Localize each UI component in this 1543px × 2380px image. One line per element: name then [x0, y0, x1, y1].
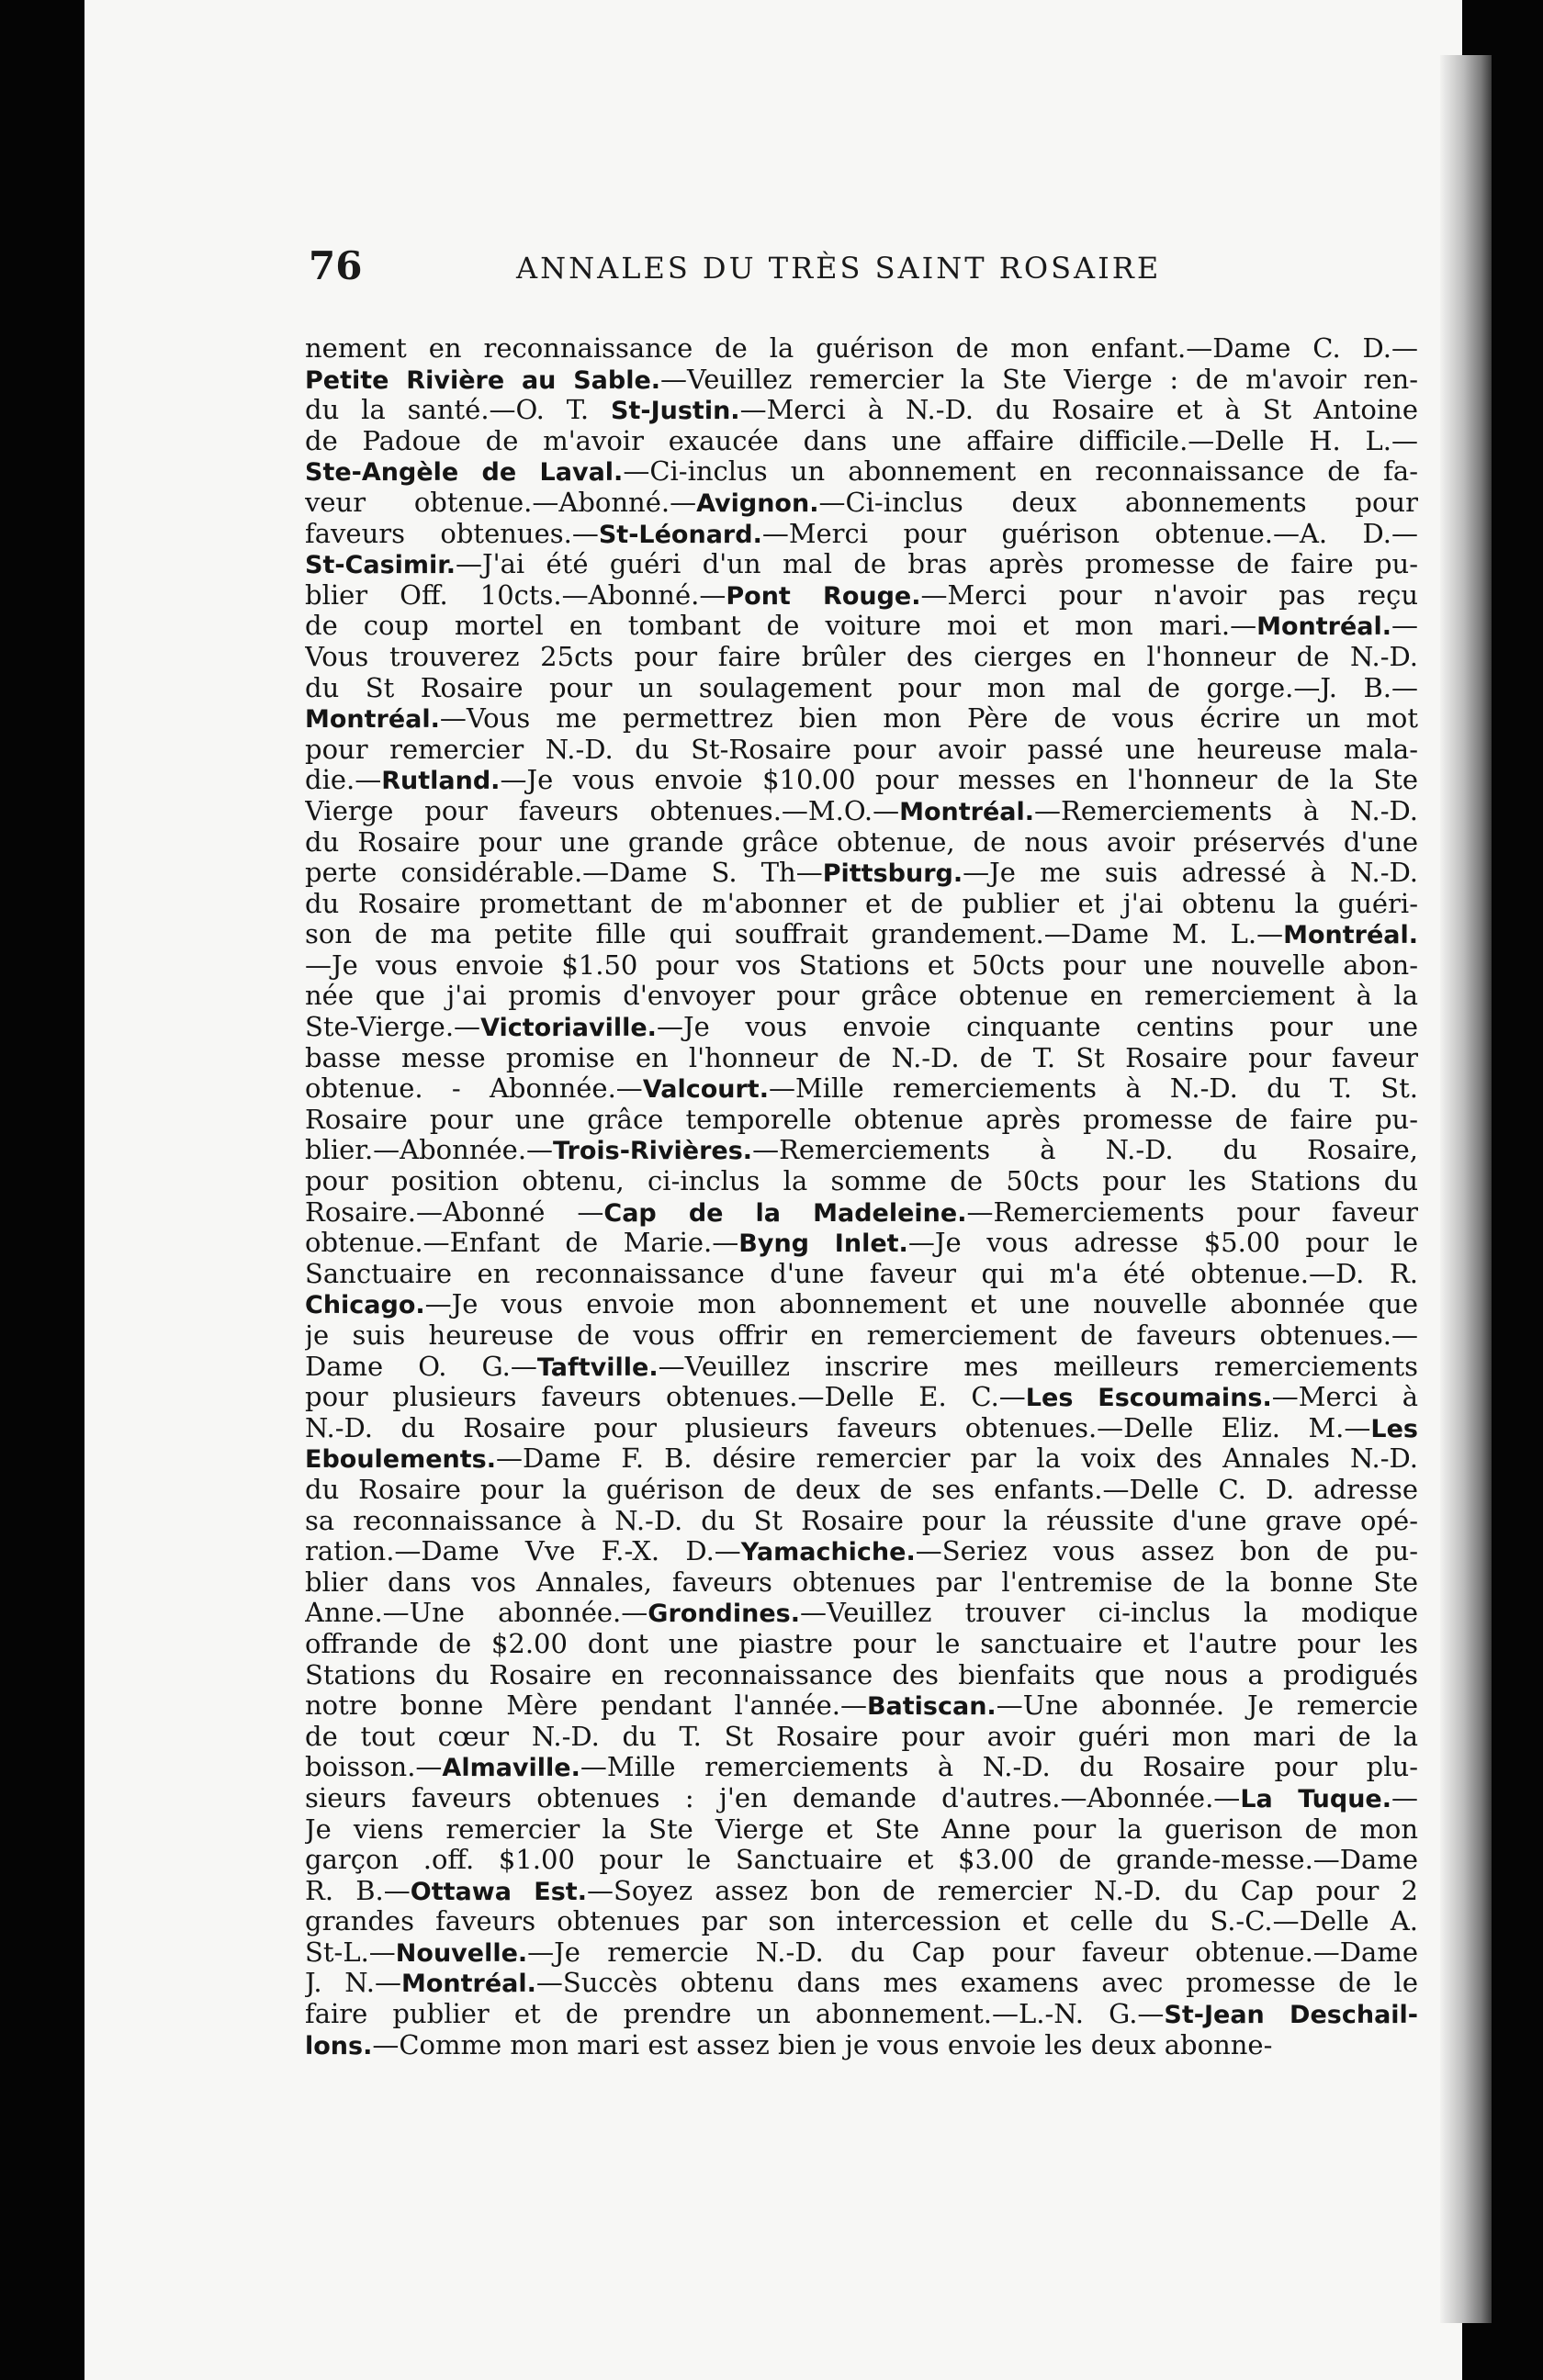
- place-name: Les Escoumains.: [1025, 1384, 1272, 1413]
- place-name: lons.: [305, 2031, 373, 2060]
- text-line: [305, 1536, 1418, 1567]
- text-run: —Succès obtenu dans mes examens avec promesse de le: [535, 1968, 1418, 1999]
- text-line: [305, 703, 1418, 735]
- text-line: [305, 1352, 1418, 1383]
- text-line: [305, 827, 1418, 859]
- text-line: [305, 735, 1418, 766]
- body-text: [305, 333, 1418, 2060]
- text-run: sieurs faveurs obtenues : j'en demande d'autres.—Abonnée.—: [305, 1782, 1241, 1813]
- text-run: —Merci pour guérison obtenue.—A. D.—: [761, 518, 1418, 549]
- place-name: Valcourt.: [642, 1075, 769, 1105]
- place-name: Cap de la Madeleine.: [603, 1198, 967, 1228]
- text-line: [305, 765, 1418, 796]
- text-run: —Je vous envoie mon abonnement et une nouvelle abonnée que: [424, 1289, 1418, 1320]
- text-line: [305, 1382, 1418, 1413]
- text-run: pour remercier N.-D. du St-Rosaire pour avoir passé une heureuse mala-: [305, 734, 1418, 765]
- text-line: [305, 1814, 1418, 1846]
- text-run: —Remerciements pour faveur: [966, 1196, 1418, 1228]
- text-run: faire publier et de prendre un abonnement.—L.-N. G.—: [305, 1999, 1165, 2030]
- place-name: St-Léonard.: [598, 520, 762, 549]
- place-name: Pont Rouge.: [726, 581, 921, 611]
- place-name: Eboulements.: [305, 1445, 497, 1475]
- text-run: pour position obtenu, ci-inclus la somme de 50cts pour les Stations du: [305, 1166, 1418, 1197]
- text-line: [305, 1197, 1418, 1229]
- text-line: [305, 1876, 1418, 1907]
- place-name: Byng Inlet.: [738, 1229, 908, 1259]
- text-run: die.—: [305, 765, 382, 796]
- text-run: Sanctuaire en reconnaissance d'une faveur qui m'a été obtenue.—D. R.: [305, 1258, 1418, 1289]
- text-run: Rosaire pour une grâce temporelle obtenue après promesse de faire pu-: [305, 1104, 1418, 1135]
- text-run: —Vous me permettrez bien mon Père de vous écrire un mot: [439, 703, 1418, 735]
- text-run: de Padoue de m'avoir exaucée dans une affaire difficile.—Delle H. L.—: [305, 425, 1418, 456]
- text-line: [305, 333, 1418, 365]
- text-line: [305, 1783, 1418, 1814]
- text-run: blier.—Abonnée.—: [305, 1135, 554, 1166]
- text-run: —Je vous envoie $1.50 pour vos Stations et 50cts pour une nouvelle abon-: [305, 949, 1418, 981]
- page-header: [84, 243, 1462, 298]
- text-run: du Rosaire pour la guérison de deux de ses enfants.—Delle C. D. adresse: [305, 1474, 1418, 1505]
- text-line: [305, 519, 1418, 550]
- place-name: Nouvelle.: [395, 1938, 528, 1968]
- text-run: pour plusieurs faveurs obtenues.—Delle E. C.—: [305, 1382, 1026, 1413]
- text-line: [305, 1629, 1418, 1660]
- text-run: boisson.—: [305, 1752, 443, 1783]
- text-run: notre bonne Mère pendant l'année.—: [305, 1690, 867, 1722]
- text-line: [305, 1259, 1418, 1290]
- text-run: —Je remercie N.-D. du Cap pour faveur obtenue.—Dame: [527, 1937, 1418, 1968]
- place-name: Ottawa Est.: [410, 1877, 587, 1906]
- text-run: offrande de $2.00 dont une piastre pour le sanctuaire et l'autre pour les: [305, 1628, 1418, 1659]
- text-line: [305, 981, 1418, 1012]
- text-run: —Ci-inclus deux abonnements pour: [818, 487, 1418, 518]
- text-run: sa reconnaissance à N.-D. du St Rosaire pour la réussite d'une grave opé-: [305, 1505, 1418, 1536]
- text-line: [305, 456, 1418, 488]
- text-line: [305, 1135, 1418, 1166]
- place-name: Almaville.: [442, 1754, 580, 1783]
- text-run: obtenue.—Enfant de Marie.—: [305, 1228, 739, 1259]
- text-run: —Merci pour n'avoir pas reçu: [920, 579, 1418, 611]
- text-run: née que j'ai promis d'envoyer pour grâce obtenue en remerciement à la: [305, 981, 1418, 1012]
- text-run: —Je vous adresse $5.00 pour le: [907, 1228, 1418, 1259]
- page-number: 76: [309, 243, 363, 288]
- text-line: [305, 1690, 1418, 1722]
- text-run: nement en reconnaissance de la guérison de mon enfant.—Dame C. D.—: [305, 333, 1418, 364]
- text-run: veur obtenue.—Abonné.—: [305, 487, 697, 518]
- text-line: [305, 1413, 1418, 1444]
- text-run: —Merci à N.-D. du Rosaire et à St Antoine: [739, 395, 1418, 426]
- running-head: ANNALES DU TRÈS SAINT ROSAIRE: [516, 251, 1162, 286]
- text-run: St-L.—: [305, 1937, 396, 1968]
- place-name: Avignon.: [696, 488, 819, 518]
- text-run: Anne.—Une abonnée.—: [305, 1598, 648, 1629]
- text-run: —Comme mon mari est assez bien je vous envoie les deux abonne-: [372, 2029, 1273, 2060]
- text-run: —Une abonnée. Je remercie: [996, 1690, 1418, 1722]
- text-line: [305, 919, 1418, 950]
- text-line: [305, 673, 1418, 704]
- place-name: Les: [1370, 1414, 1418, 1443]
- text-line: [305, 1845, 1418, 1876]
- place-name: La Tuque.: [1240, 1784, 1391, 1813]
- text-run: je suis heureuse de vous offrir en remerciement de faveurs obtenues.—: [305, 1320, 1418, 1351]
- text-run: basse messe promise en l'honneur de N.-D. de T. St Rosaire pour faveur: [305, 1042, 1418, 1073]
- place-name: Ste-Angèle de Laval.: [305, 458, 624, 488]
- place-name: Trois-Rivières.: [553, 1137, 753, 1166]
- text-line: [305, 950, 1418, 982]
- text-run: blier Off. 10cts.—Abonné.—: [305, 579, 726, 611]
- text-line: [305, 796, 1418, 827]
- text-run: —Soyez assez bon de remercier N.-D. du Cap pour 2: [586, 1875, 1418, 1906]
- place-name: Batiscan.: [866, 1692, 997, 1722]
- text-run: —Dame F. B. désire remercier par la voix des Annales N.-D.: [496, 1443, 1418, 1475]
- text-run: de coup mortel en tombant de voiture moi et mon mari.—: [305, 611, 1257, 642]
- text-line: [305, 1105, 1418, 1136]
- text-run: —: [1391, 1782, 1418, 1813]
- text-run: du St Rosaire pour un soulagement pour mon mal de gorge.—J. B.—: [305, 672, 1418, 703]
- text-run: grandes faveurs obtenues par son intercession et celle du S.-C.—Delle A.: [305, 1906, 1418, 1937]
- place-name: Pittsburg.: [822, 859, 963, 889]
- text-run: garçon .off. $1.00 pour le Sanctuaire et $3.00 de grande-messe.—Dame: [305, 1845, 1418, 1876]
- text-line: [305, 1073, 1418, 1105]
- place-name: Grondines.: [648, 1600, 800, 1629]
- place-name: St-Justin.: [611, 397, 740, 426]
- place-name: Montréal.: [305, 705, 440, 735]
- text-line: [305, 426, 1418, 457]
- text-run: —Veuillez remercier la Ste Vierge : de m'avoir ren-: [660, 364, 1418, 395]
- text-run: du la santé.—O. T.: [305, 395, 612, 426]
- text-line: [305, 1660, 1418, 1691]
- text-line: [305, 1012, 1418, 1043]
- text-line: [305, 1722, 1418, 1753]
- place-name: Montréal.: [1283, 921, 1418, 950]
- text-run: J. N.—: [305, 1968, 401, 1999]
- text-run: —Ci-inclus un abonnement en reconnaissance de fa-: [623, 456, 1418, 488]
- text-run: R. B.—: [305, 1875, 411, 1906]
- text-line: [305, 889, 1418, 920]
- place-name: St-Casimir.: [305, 551, 456, 580]
- text-line: [305, 1999, 1418, 2030]
- place-name: Montréal.: [400, 1970, 536, 1999]
- text-line: [305, 1506, 1418, 1537]
- text-line: [305, 1937, 1418, 1969]
- place-name: Petite Rivière au Sable.: [305, 365, 661, 395]
- text-line: [305, 2030, 1418, 2061]
- text-run: —Je vous envoie cinquante centins pour une: [656, 1012, 1418, 1043]
- text-run: —: [1391, 611, 1418, 642]
- text-line: [305, 1043, 1418, 1074]
- text-line: [305, 1166, 1418, 1197]
- text-run: son de ma petite fille qui souffrait grandement.—Dame M. L.—: [305, 919, 1284, 950]
- text-run: perte considérable.—Dame S. Th—: [305, 858, 823, 889]
- text-run: ration.—Dame Vve F.-X. D.—: [305, 1536, 741, 1567]
- text-line: [305, 611, 1418, 642]
- text-line: [305, 858, 1418, 889]
- text-run: du Rosaire pour une grande grâce obtenue, de nous avoir préservés d'une: [305, 826, 1418, 858]
- place-name: Montréal.: [1256, 612, 1391, 642]
- place-name: Rutland.: [381, 767, 501, 796]
- text-line: [305, 1475, 1418, 1506]
- text-line: [305, 488, 1418, 519]
- text-run: Dame O. G.—: [305, 1351, 537, 1382]
- text-run: Vierge pour faveurs obtenues.—M.O.—: [305, 795, 900, 826]
- text-run: blier dans vos Annales, faveurs obtenues par l'entremise de la bonne Ste: [305, 1566, 1418, 1598]
- place-name: St-Jean Deschail-: [1164, 2001, 1418, 2030]
- place-name: Taftville.: [536, 1353, 659, 1382]
- place-name: Chicago.: [305, 1291, 425, 1320]
- text-run: Je viens remercier la Ste Vierge et Ste Anne pour la guerison de mon: [305, 1813, 1418, 1845]
- book-page: [84, 0, 1462, 2380]
- text-run: —Mille remerciements à N.-D. du T. St.: [768, 1073, 1418, 1105]
- text-line: [305, 1443, 1418, 1475]
- text-run: Stations du Rosaire en reconnaissance des bienfaits que nous a prodigués: [305, 1659, 1418, 1690]
- place-name: Yamachiche.: [740, 1538, 916, 1567]
- text-run: —Veuillez trouver ci-inclus la modique: [799, 1598, 1418, 1629]
- book-spine-shadow: [1440, 55, 1492, 2323]
- text-line: [305, 549, 1418, 580]
- text-line: [305, 395, 1418, 426]
- text-run: du Rosaire promettant de m'abonner et de publier et j'ai obtenu la guéri-: [305, 888, 1418, 919]
- text-line: [305, 1320, 1418, 1352]
- place-name: Montréal.: [899, 797, 1035, 826]
- text-line: [305, 1906, 1418, 1937]
- text-line: [305, 642, 1418, 673]
- text-line: [305, 365, 1418, 396]
- text-line: [305, 1567, 1418, 1599]
- text-run: Vous trouverez 25cts pour faire brûler des cierges en l'honneur de N.-D.: [305, 641, 1418, 672]
- text-run: de tout cœur N.-D. du T. St Rosaire pour avoir guéri mon mari de la: [305, 1721, 1418, 1752]
- text-line: [305, 1289, 1418, 1320]
- text-run: obtenue. - Abonnée.—: [305, 1073, 643, 1105]
- text-run: —Mille remerciements à N.-D. du Rosaire pour plu-: [580, 1752, 1418, 1783]
- text-line: [305, 1228, 1418, 1259]
- text-run: —Merci à: [1271, 1382, 1418, 1413]
- text-line: [305, 1598, 1418, 1629]
- text-run: —Veuillez inscrire mes meilleurs remerciements: [658, 1351, 1418, 1382]
- text-run: —Je vous envoie $10.00 pour messes en l'honneur de la Ste: [500, 765, 1418, 796]
- text-line: [305, 580, 1418, 612]
- text-run: —J'ai été guéri d'un mal de bras après promesse de faire pu-: [456, 549, 1418, 580]
- text-run: —Remerciements à N.-D. du Rosaire,: [752, 1135, 1418, 1166]
- text-run: —Seriez vous assez bon de pu-: [915, 1536, 1418, 1567]
- text-run: —Remerciements à N.-D.: [1034, 795, 1418, 826]
- place-name: Victoriaville.: [480, 1014, 657, 1043]
- text-run: faveurs obtenues.—: [305, 518, 599, 549]
- text-line: [305, 1752, 1418, 1783]
- text-run: N.-D. du Rosaire pour plusieurs faveurs obtenues.—Delle Eliz. M.—: [305, 1412, 1371, 1443]
- text-line: [305, 1968, 1418, 1999]
- text-run: Ste-Vierge.—: [305, 1012, 481, 1043]
- text-run: Rosaire.—Abonné —: [305, 1196, 604, 1228]
- text-run: —Je me suis adressé à N.-D.: [963, 858, 1418, 889]
